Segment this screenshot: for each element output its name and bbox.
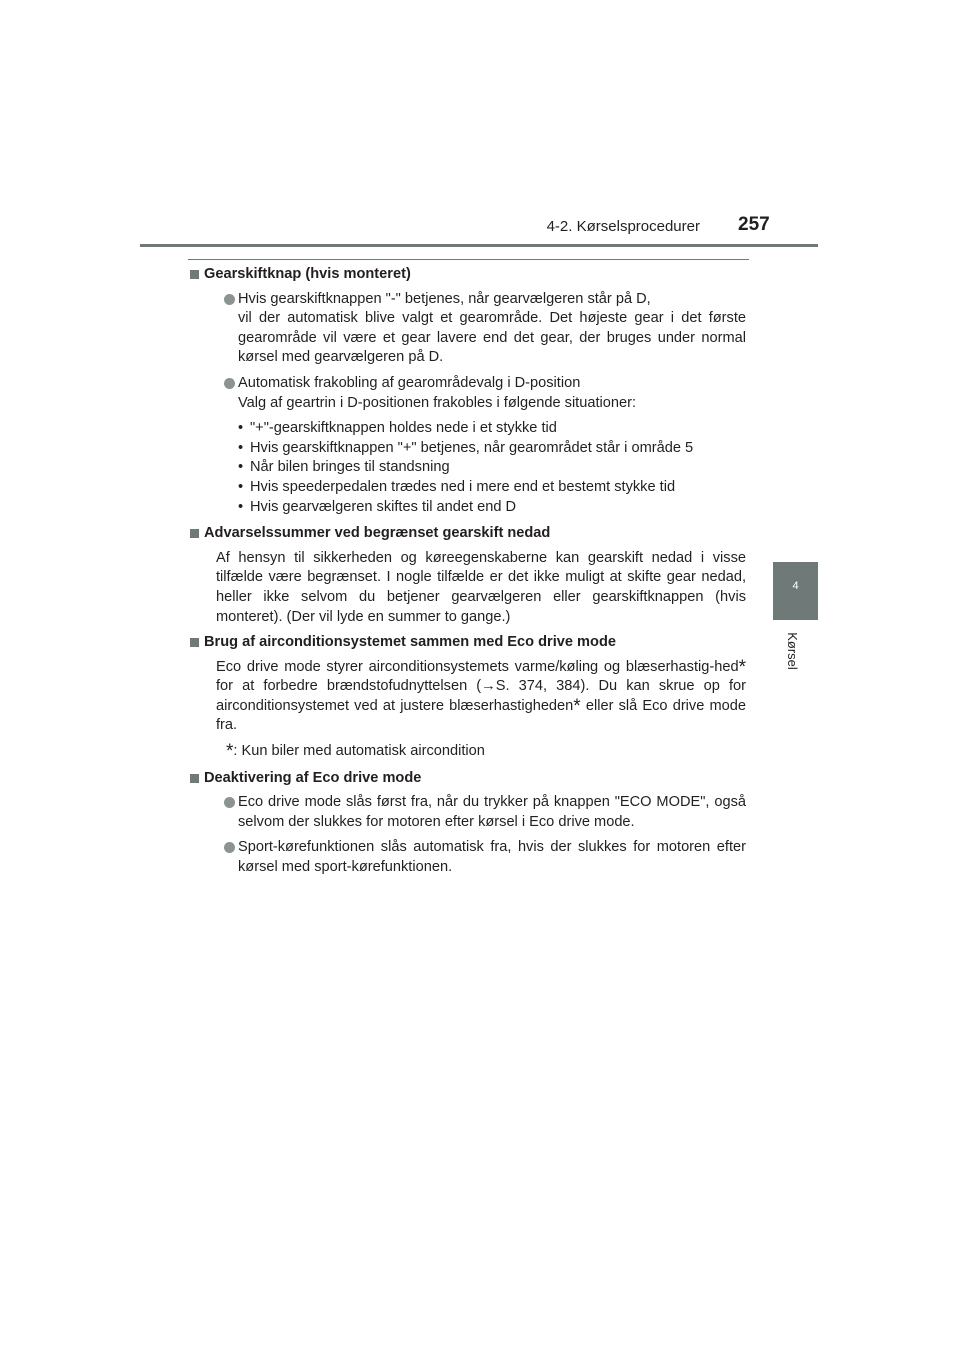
chapter-label: Kørsel xyxy=(785,632,801,670)
sub-list xyxy=(190,419,746,517)
bullet-text-line1: Automatisk frakobling af gearområdevalg i D-position xyxy=(238,374,581,391)
footnote-marker: * xyxy=(226,741,234,763)
square-bullet-icon xyxy=(190,529,199,538)
list-item xyxy=(190,374,746,413)
list-item xyxy=(190,838,746,877)
footnote-marker: * xyxy=(573,695,581,717)
footnote-marker: * xyxy=(738,656,746,678)
sub-list-item: • Når bilen bringes til standsning xyxy=(238,459,450,476)
bullet-text: vil der automatisk blive valgt et gearområde. Det højeste gear i det første gearområde vil være et gear lavere end det gear, der bruges under normal kørsel med gearvælgeren på D. xyxy=(238,310,746,366)
sub-list-item: • Hvis speederpedalen trædes ned i mere end et bestemt stykke tid xyxy=(238,478,676,495)
section-title: 4-2. Kørselsprocedurer xyxy=(546,218,700,235)
section-paragraph: Af hensyn til sikkerheden og køreegenskaberne kan gearskift nedad i visse tilfælde være begrænset. I nogle tilfælde er det ikke muligt at skifte gear nedad, heller ikke selvom du betjener gearvælgeren eller gearskiftknappen (hvis monteret). (Der vil lyde en summer to gange.) xyxy=(216,549,746,625)
section-heading-deactivate: Deaktivering af Eco drive mode xyxy=(190,769,746,789)
square-bullet-icon xyxy=(190,638,199,647)
bullet-text: Eco drive mode slås først fra, når du trykker på knappen "ECO MODE", også selvom der slukkes for motoren efter kørsel i Eco drive mode. xyxy=(238,794,746,830)
content-divider xyxy=(188,259,749,260)
circle-bullet-icon xyxy=(224,842,235,853)
list-item xyxy=(190,793,746,832)
page-content xyxy=(190,265,746,884)
section-heading-warning: Advarselssummer ved begrænset gearskift nedad xyxy=(190,524,746,544)
circle-bullet-icon xyxy=(224,797,235,808)
circle-bullet-icon xyxy=(224,378,235,389)
list-item xyxy=(190,290,746,368)
chapter-tab xyxy=(773,562,818,620)
chapter-number: 4 xyxy=(792,580,799,592)
page-number: 257 xyxy=(738,214,770,235)
bullet-text: Sport-kørefunktionen slås automatisk fra, hvis der slukkes for motoren efter kørsel med sport-kørefunktionen. xyxy=(238,839,746,876)
section-paragraph: Eco drive mode styrer airconditionsystemets varme/køling og blæserhastig-hed* for at forbedre brændstofudnyttelsen (→S. 374, 384). Du kan skrue op for airconditionsystemet ved at justere blæserhastigheden* eller slå Eco drive mode fra. xyxy=(216,656,746,734)
sub-list-item: • "+"-gearskiftknappen holdes nede i et stykke tid xyxy=(238,420,557,437)
header-divider xyxy=(140,244,818,247)
bullet-text-line2: Valg af geartrin i D-positionen frakobles i følgende situationer: xyxy=(238,394,637,411)
section-heading-gearshift: Gearskiftknap (hvis monteret) xyxy=(190,265,746,285)
sub-list-item: • Hvis gearskiftknappen "+" betjenes, når gearområdet står i område 5 xyxy=(238,439,694,456)
sub-list-item: • Hvis gearvælgeren skiftes til andet end D xyxy=(238,498,517,515)
section-heading-aircon: Brug af airconditionsystemet sammen med Eco drive mode xyxy=(190,633,746,653)
square-bullet-icon xyxy=(190,270,199,279)
bullet-text-line1: Hvis gearskiftknappen "-" betjenes, når gearvælgeren står på D, xyxy=(238,290,651,307)
circle-bullet-icon xyxy=(224,294,235,305)
footnote: *: Kun biler med automatisk aircondition xyxy=(226,741,485,763)
square-bullet-icon xyxy=(190,774,199,783)
